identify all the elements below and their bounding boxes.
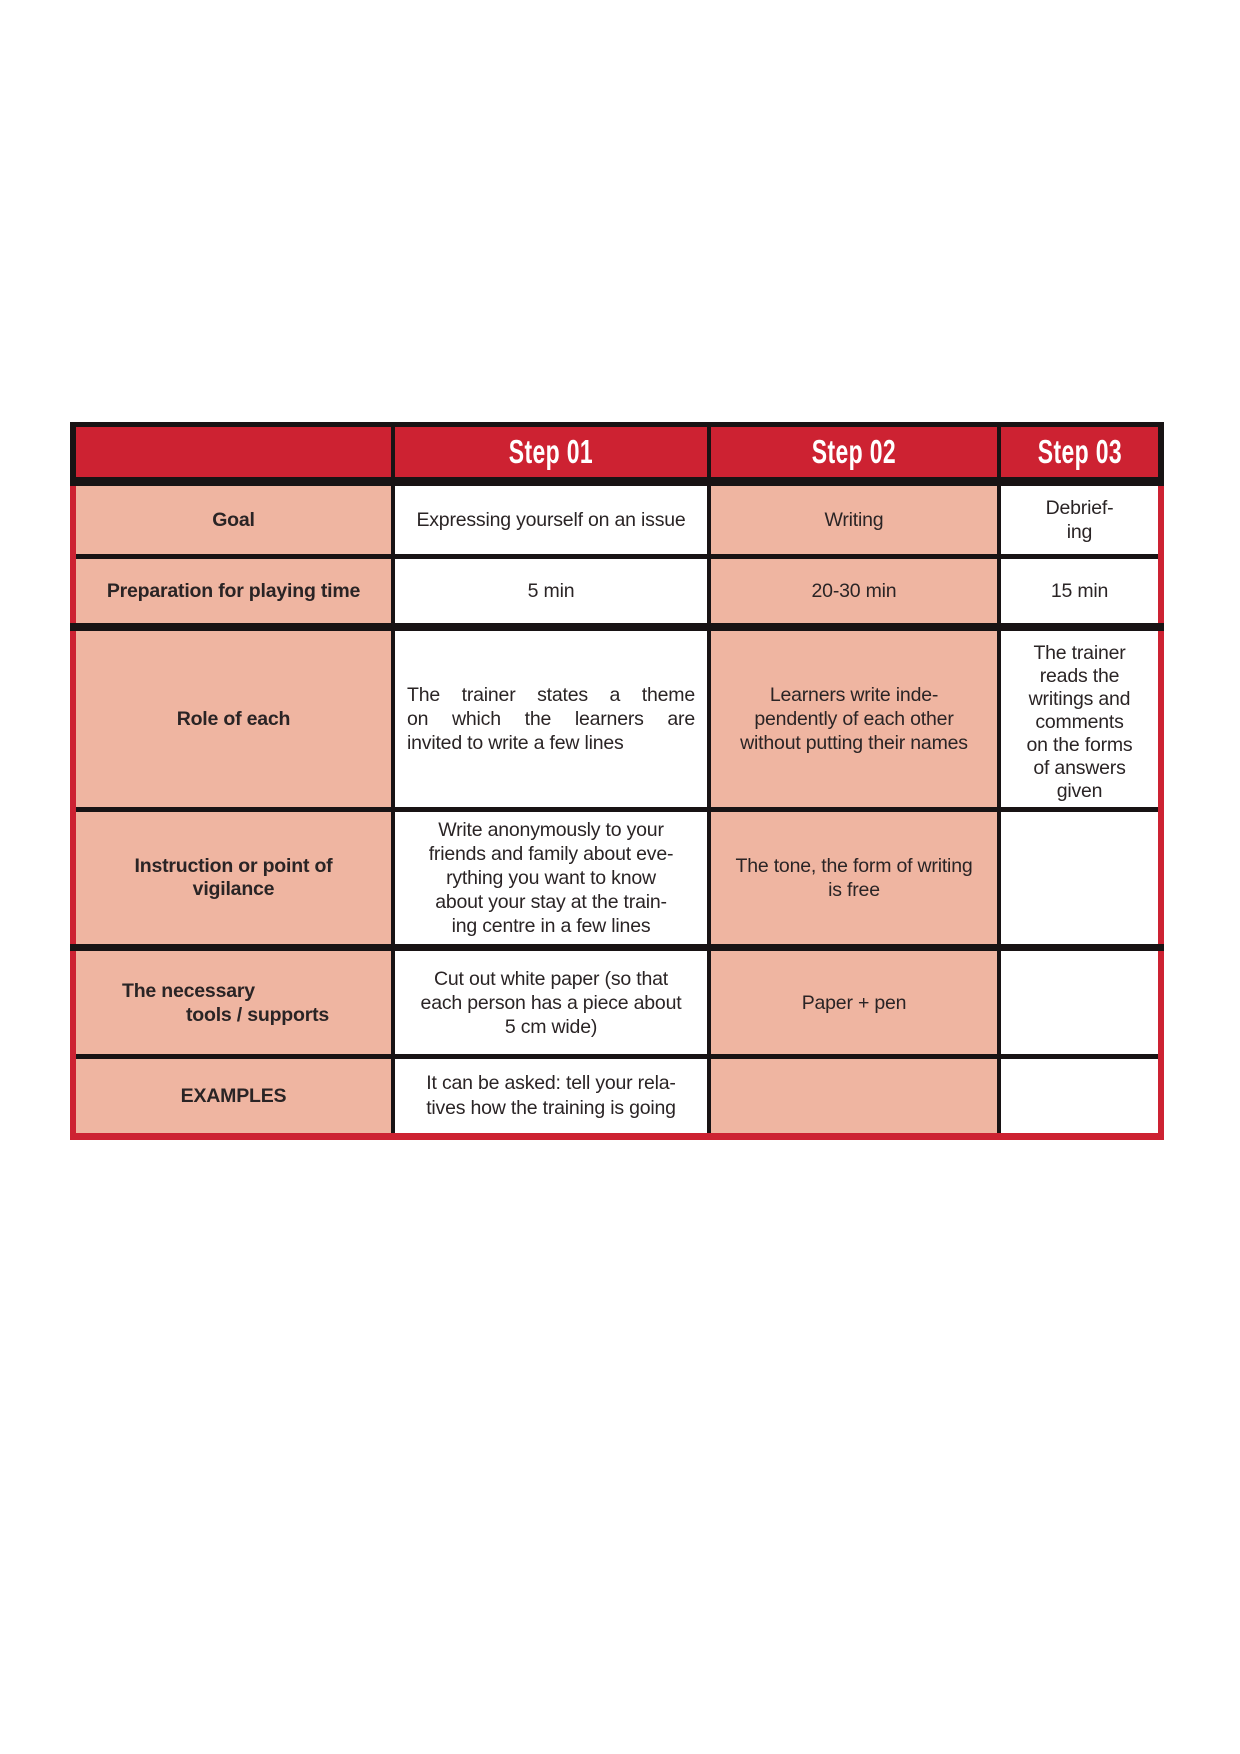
row-instruction bbox=[73, 810, 1161, 948]
row-role-of-each bbox=[73, 627, 1161, 810]
row-preparation bbox=[73, 557, 1161, 628]
label-instruction: Instruction or point of vigilance bbox=[73, 810, 393, 948]
header-step-01 bbox=[393, 425, 709, 482]
row-examples bbox=[73, 1057, 1161, 1137]
cell-instruction-step3 bbox=[999, 810, 1161, 948]
row-goal bbox=[73, 482, 1161, 557]
header-step-03 bbox=[999, 425, 1161, 482]
header-row bbox=[73, 425, 1161, 482]
label-preparation: Preparation for playing time bbox=[73, 557, 393, 628]
step-02-label: Step 02 bbox=[811, 432, 897, 471]
cell-role-step1: The trainer states a theme on which the learners are invited to write a few lines bbox=[393, 627, 709, 810]
label-goal: Goal bbox=[73, 482, 393, 557]
cell-goal-step3: Debrief- ing bbox=[999, 482, 1161, 557]
cell-tools-step1: Cut out white paper (so that each person has a piece about 5 cm wide) bbox=[393, 948, 709, 1057]
cell-examples-step1: It can be asked: tell your rela- tives how the training is going bbox=[393, 1057, 709, 1137]
row-tools-supports bbox=[73, 948, 1161, 1057]
cell-instruction-step1: Write anonymously to your friends and family about eve- rything you want to know about your stay at the train- ing centre in a few lines bbox=[393, 810, 709, 948]
step-03-label: Step 03 bbox=[1037, 432, 1122, 471]
header-step-02 bbox=[709, 425, 999, 482]
cell-role-step3: The trainer reads the writings and comments on the forms of answers given bbox=[999, 627, 1161, 810]
cell-goal-step1: Expressing yourself on an issue bbox=[393, 482, 709, 557]
label-role-of-each: Role of each bbox=[73, 627, 393, 810]
header-empty-cell bbox=[73, 425, 393, 482]
cell-tools-step2: Paper + pen bbox=[709, 948, 999, 1057]
step-01-label: Step 01 bbox=[508, 432, 594, 471]
cell-role-step2: Learners write inde- pendently of each other without putting their names bbox=[709, 627, 999, 810]
cell-instruction-step2: The tone, the form of writing is free bbox=[709, 810, 999, 948]
label-tools-supports: The necessary tools / supports bbox=[73, 948, 393, 1057]
cell-examples-step2 bbox=[709, 1057, 999, 1137]
label-examples: EXAMPLES bbox=[73, 1057, 393, 1137]
cell-prep-step3: 15 min bbox=[999, 557, 1161, 628]
steps-table bbox=[70, 422, 1164, 1140]
cell-examples-step3 bbox=[999, 1057, 1161, 1137]
cell-prep-step1: 5 min bbox=[393, 557, 709, 628]
cell-goal-step2: Writing bbox=[709, 482, 999, 557]
cell-prep-step2: 20-30 min bbox=[709, 557, 999, 628]
cell-tools-step3 bbox=[999, 948, 1161, 1057]
